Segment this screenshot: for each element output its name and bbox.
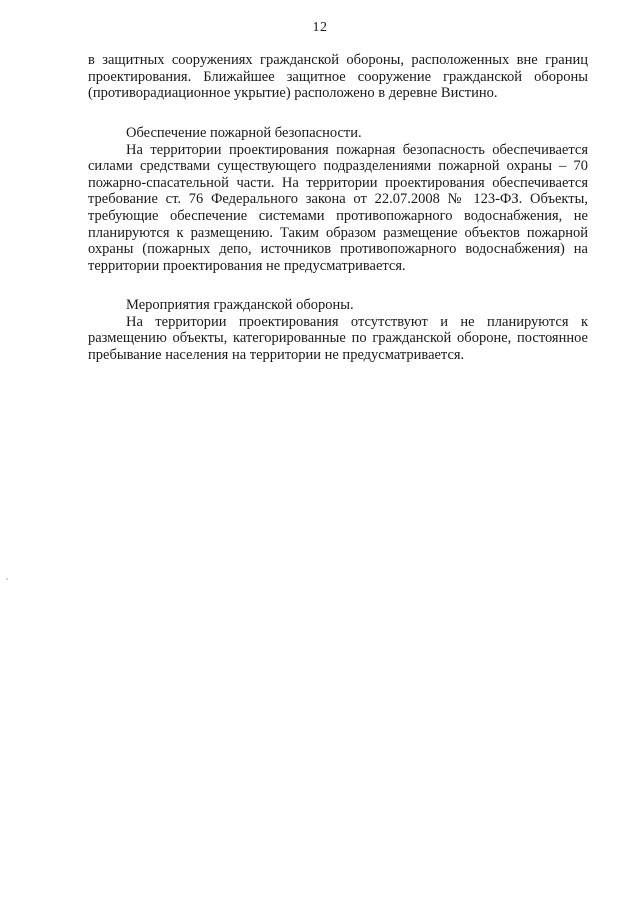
scan-speck: [6, 578, 8, 580]
intro-section: [88, 52, 588, 102]
fire-safety-paragraph: На территории проектирования пожарная безопасность обеспечивается силами средствами существующего подразделениями пожарной охраны – 70 пожарно-спасательной части. На территории проектирования обеспечивается требование ст. 76 Федерального закона от 22.07.2008 № 123-ФЗ. Объекты, требующие обеспечение системами противопожарного водоснабжения, не планируются к размещению. Таким образом размещение объектов пожарной охраны (пожарных депо, источников противопожарного водоснабжения) на территории проектирования не предусматривается.: [88, 141, 588, 274]
civil-defense-paragraph: На территории проектирования отсутствуют и не планируются к размещению объекты, категорированные по гражданской обороне, постоянное пребывание населения на территории не предусматривается.: [88, 313, 588, 363]
page-number: 12: [312, 20, 328, 35]
fire-safety-section: [88, 125, 588, 274]
civil-defense-section: [88, 297, 588, 363]
civil-defense-heading: Мероприятия гражданской обороны.: [126, 297, 354, 313]
fire-safety-heading: Обеспечение пожарной безопасности.: [126, 125, 362, 141]
intro-paragraph: в защитных сооружениях гражданской обороны, расположенных вне границ проектирования. Ближайшее защитное сооружение гражданской обороны (противорадиационное укрытие) расположено в деревне Вистино.: [88, 52, 588, 102]
